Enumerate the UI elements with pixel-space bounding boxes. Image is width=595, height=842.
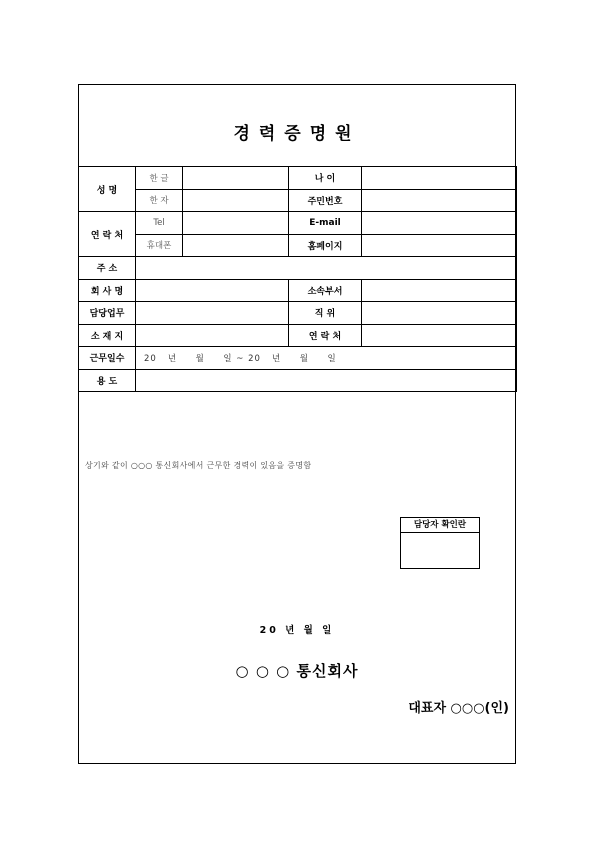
table-row	[79, 369, 517, 392]
company-field[interactable]	[136, 279, 289, 302]
certificate-form	[78, 84, 516, 764]
tel-label: Tel	[136, 212, 183, 235]
confirm-label: 담당자 확인란	[401, 518, 479, 533]
company-contact-label: 연 락 처	[289, 324, 362, 347]
position-label: 직 위	[289, 302, 362, 325]
confirm-box	[400, 517, 480, 569]
email-field[interactable]	[362, 212, 517, 235]
table-row	[79, 302, 517, 325]
table-row	[79, 347, 517, 370]
contact-label: 연 락 처	[79, 212, 136, 257]
name-korean-field[interactable]	[183, 167, 289, 190]
period-field[interactable]: 20 년 월 일 ~ 20 년 월 일	[136, 347, 517, 370]
period-label: 근무일수	[79, 347, 136, 370]
mobile-field[interactable]	[183, 234, 289, 257]
homepage-field[interactable]	[362, 234, 517, 257]
table-row	[79, 324, 517, 347]
table-row	[79, 212, 517, 235]
position-field[interactable]	[362, 302, 517, 325]
purpose-field[interactable]	[136, 369, 517, 392]
location-field[interactable]	[136, 324, 289, 347]
company-label: 회 사 명	[79, 279, 136, 302]
purpose-label: 용 도	[79, 369, 136, 392]
company-name: ○ ○ ○ 통신회사	[235, 662, 359, 680]
rrn-label: 주민번호	[289, 189, 362, 212]
email-label: E-mail	[289, 212, 362, 235]
info-table	[78, 166, 517, 392]
table-row	[79, 167, 517, 190]
address-field[interactable]	[136, 257, 517, 280]
homepage-label: 홈페이지	[289, 234, 362, 257]
representative: 대표자 ○○○(인)	[408, 701, 509, 716]
duty-label: 담당업무	[79, 302, 136, 325]
name-hanja-label: 한 자	[136, 189, 183, 212]
name-korean-label: 한 글	[136, 167, 183, 190]
name-label: 성 명	[79, 167, 136, 212]
age-label: 나 이	[289, 167, 362, 190]
page-title: 경력증명원	[233, 124, 361, 144]
table-row	[79, 279, 517, 302]
department-field[interactable]	[362, 279, 517, 302]
certification-statement: 상기와 같이 ○○○ 통신회사에서 근무한 경력이 있음을 증명함	[85, 461, 312, 470]
issue-date: 20 년 월 일	[259, 625, 335, 636]
table-row	[79, 257, 517, 280]
rrn-field[interactable]	[362, 189, 517, 212]
company-contact-field[interactable]	[362, 324, 517, 347]
name-hanja-field[interactable]	[183, 189, 289, 212]
table-row	[79, 234, 517, 257]
department-label: 소속부서	[289, 279, 362, 302]
address-label: 주 소	[79, 257, 136, 280]
mobile-label: 휴대폰	[136, 234, 183, 257]
location-label: 소 재 지	[79, 324, 136, 347]
age-field[interactable]	[362, 167, 517, 190]
table-row	[79, 189, 517, 212]
tel-field[interactable]	[183, 212, 289, 235]
duty-field[interactable]	[136, 302, 289, 325]
